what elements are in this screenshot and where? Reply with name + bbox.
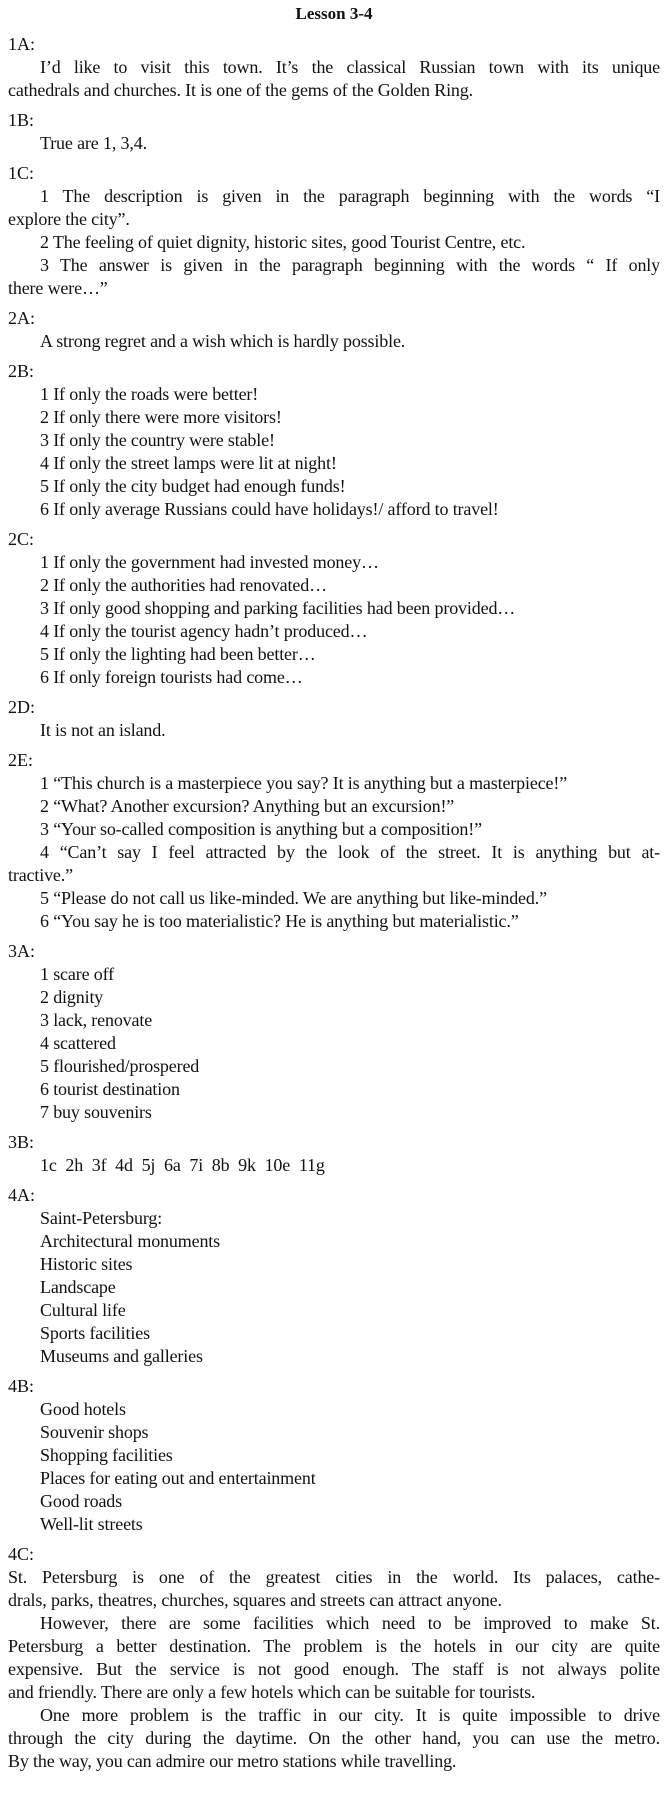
- section-label: 1B:: [8, 110, 35, 130]
- answer-key-page: [8, 2, 660, 1773]
- list-item-continuation: tractive.”: [8, 865, 73, 885]
- list-item: Souvenir shops: [40, 1422, 149, 1442]
- section-label: 2B:: [8, 361, 35, 381]
- text-line: True are 1, 3,4.: [40, 133, 147, 153]
- list-item: 5 flourished/prospered: [40, 1056, 200, 1076]
- list-item: 6 If only foreign tourists had come…: [40, 667, 303, 687]
- text-line: explore the city”.: [8, 209, 130, 229]
- list-item: Good roads: [40, 1491, 122, 1511]
- list-item: 5 If only the city budget had enough funds!: [40, 476, 346, 496]
- list-item: 3 lack, renovate: [40, 1010, 153, 1030]
- list-item: 3 If only the country were stable!: [40, 430, 275, 450]
- section-label: 4C:: [8, 1544, 35, 1564]
- text-line: 3 The answer is given in the paragraph beginning with the words “ If only: [40, 255, 660, 275]
- list-item: 2 If only the authorities had renovated…: [40, 575, 327, 595]
- text-line: and friendly. There are only a few hotels which can be suitable for tourists.: [8, 1682, 536, 1702]
- text-line: One more problem is the traffic in our city. It is quite impossible to drive: [40, 1705, 660, 1725]
- section-4c: [8, 1543, 660, 1773]
- text-line: A strong regret and a wish which is hardly possible.: [40, 331, 406, 351]
- section-label: 1C:: [8, 163, 35, 183]
- page-title: Lesson 3-4: [295, 4, 373, 23]
- list-item: 2 “What? Another excursion? Anything but an excursion!”: [40, 796, 455, 816]
- section-4a: [8, 1184, 660, 1368]
- list-item: Museums and galleries: [40, 1346, 203, 1366]
- text-line: Petersburg a better destination. The problem is the hotels in our city are quite: [8, 1636, 660, 1656]
- section-label: 2E:: [8, 750, 33, 770]
- section-label: 2C:: [8, 529, 35, 549]
- list-item: 3 “Your so-called composition is anything but a composition!”: [40, 819, 482, 839]
- section-label: 3B:: [8, 1132, 35, 1152]
- text-line: It is not an island.: [40, 720, 166, 740]
- section-3b: [8, 1131, 660, 1177]
- text-line: expensive. But the service is not good enough. The staff is not always polite: [8, 1659, 660, 1679]
- text-line: 2 The feeling of quiet dignity, historic sites, good Tourist Centre, etc.: [40, 232, 526, 252]
- list-item: Historic sites: [40, 1254, 133, 1274]
- list-item: 7 buy souvenirs: [40, 1102, 152, 1122]
- text-line: However, there are some facilities which need to be improved to make St.: [40, 1613, 660, 1633]
- text-line: 1c 2h 3f 4d 5j 6a 7i 8b 9k 10e 11g: [40, 1155, 325, 1175]
- list-item: 4 “Can’t say I feel attracted by the look of the street. It is anything but at-: [40, 842, 660, 862]
- text-line: through the city during the daytime. On the other hand, you can use the metro.: [8, 1728, 660, 1748]
- section-label: 4B:: [8, 1376, 35, 1396]
- list-item: Cultural life: [40, 1300, 126, 1320]
- text-line: drals, parks, theatres, churches, squares and streets can attract anyone.: [8, 1590, 502, 1610]
- section-2c: [8, 528, 660, 689]
- section-2e: [8, 749, 660, 933]
- section-4b: [8, 1375, 660, 1536]
- list-item: 1 If only the government had invested money…: [40, 552, 379, 572]
- list-item: 6 “You say he is too materialistic? He is anything but materialistic.”: [40, 911, 519, 931]
- list-item: Landscape: [40, 1277, 116, 1297]
- list-item: 2 If only there were more visitors!: [40, 407, 282, 427]
- section-1b: [8, 109, 660, 155]
- list-item: 6 If only average Russians could have holidays!/ afford to travel!: [40, 499, 499, 519]
- list-item: 4 scattered: [40, 1033, 116, 1053]
- list-item: 1 If only the roads were better!: [40, 384, 259, 404]
- section-1c: [8, 162, 660, 300]
- list-item: 4 If only the street lamps were lit at night!: [40, 453, 337, 473]
- section-label: 4A:: [8, 1185, 35, 1205]
- list-item: 6 tourist destination: [40, 1079, 180, 1099]
- text-line: there were…”: [8, 278, 108, 298]
- list-item: 3 If only good shopping and parking facilities had been provided…: [40, 598, 516, 618]
- list-item: 2 dignity: [40, 987, 104, 1007]
- list-item: 5 “Please do not call us like-minded. We are anything but like-minded.”: [40, 888, 547, 908]
- list-item: 1 scare off: [40, 964, 114, 984]
- section-2d: [8, 696, 660, 742]
- section-label: 1A:: [8, 34, 35, 54]
- text-line: St. Petersburg is one of the greatest cities in the world. Its palaces, cathe-: [8, 1567, 660, 1587]
- list-item: 1 “This church is a masterpiece you say? It is anything but a masterpiece!”: [40, 773, 568, 793]
- text-line: cathedrals and churches. It is one of the gems of the Golden Ring.: [8, 80, 473, 100]
- list-item: Well-lit streets: [40, 1514, 143, 1534]
- text-line: By the way, you can admire our metro stations while travelling.: [8, 1751, 457, 1771]
- section-label: 2D:: [8, 697, 35, 717]
- text-line: 1 The description is given in the paragraph beginning with the words “I: [40, 186, 660, 206]
- list-item: Architectural monuments: [40, 1231, 220, 1251]
- list-item: Good hotels: [40, 1399, 126, 1419]
- list-item: Saint-Petersburg:: [40, 1208, 163, 1228]
- section-2b: [8, 360, 660, 521]
- list-item: 4 If only the tourist agency hadn’t produced…: [40, 621, 368, 641]
- section-2a: [8, 307, 660, 353]
- section-label: 3A:: [8, 941, 35, 961]
- section-1a: [8, 33, 660, 102]
- section-label: 2A:: [8, 308, 35, 328]
- list-item: Places for eating out and entertainment: [40, 1468, 316, 1488]
- section-3a: [8, 940, 660, 1124]
- list-item: 5 If only the lighting had been better…: [40, 644, 316, 664]
- text-line: I’d like to visit this town. It’s the classical Russian town with its unique: [40, 57, 660, 77]
- list-item: Sports facilities: [40, 1323, 150, 1343]
- list-item: Shopping facilities: [40, 1445, 173, 1465]
